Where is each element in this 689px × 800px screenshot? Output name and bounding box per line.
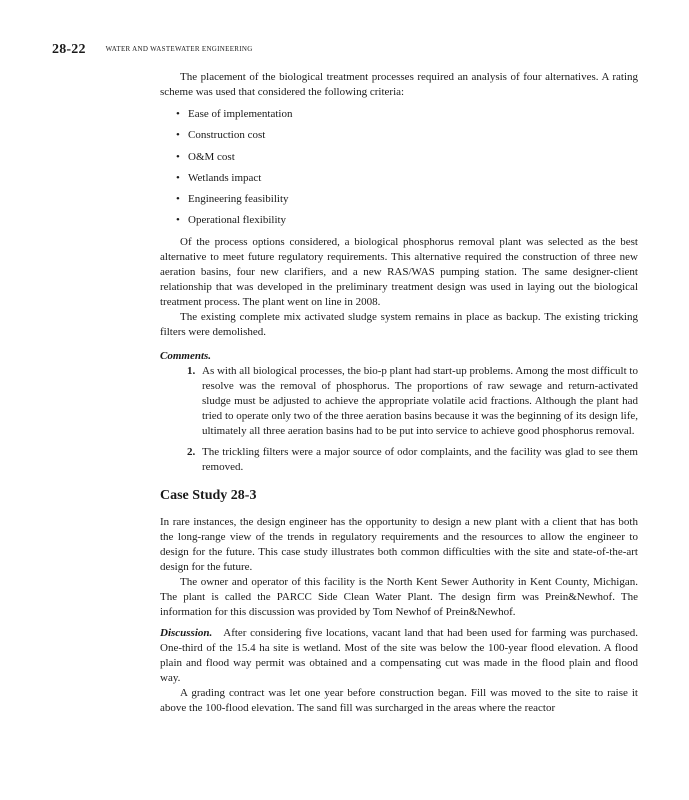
selection-paragraph: Of the process options considered, a biological phosphorus removal plant was selected as the best alternative to meet future regulatory requirements. This alternative required the construction of three new aeration basins, four new clarifiers, and a new RAS/WAS pumping station. The same designer-client relationship that was developed in the preliminary treatment design was used in laying out the biological treatment process. The plant went on line in 2008. bbox=[160, 235, 638, 308]
comment-item bbox=[160, 364, 638, 439]
comment-number: 1. bbox=[187, 364, 196, 377]
comment-number: 2. bbox=[187, 445, 196, 458]
page-header bbox=[52, 40, 253, 58]
bullet-icon: • bbox=[176, 193, 180, 206]
criteria-list bbox=[160, 107, 638, 235]
owner-paragraph: The owner and operator of this facility is the North Kent Sewer Authority in Kent County, Michigan. The plant is called the PARCC Side Clean Water Plant. The design firm was Prein&Newhof. The information for this discussion was provided by Tom Newhof of Prein&Newhof. bbox=[160, 575, 638, 618]
intro-paragraph: The placement of the biological treatment processes required an analysis of four alternatives. A rating scheme was used that considered the following criteria: bbox=[160, 71, 638, 98]
comment-item bbox=[160, 445, 638, 475]
bullet-icon: • bbox=[176, 171, 180, 184]
comments-heading: Comments. bbox=[160, 349, 212, 362]
comments-list bbox=[160, 364, 638, 475]
criteria-item: • Engineering feasibility bbox=[176, 193, 289, 206]
comment-text: The trickling filters were a major source of odor complaints, and the facility was glad to see them removed. bbox=[202, 445, 638, 473]
criteria-item: • Operational flexibility bbox=[176, 214, 287, 227]
body-text bbox=[160, 70, 638, 716]
criteria-item: • O&M cost bbox=[176, 150, 235, 163]
discussion-label: Discussion. bbox=[160, 626, 213, 639]
comment-text: As with all biological processes, the bio-p plant had start-up problems. Among the most difficult to resolve was the removal of phosphorus. The proportions of raw sewage and return-activated sludge must be adjusted to achieve the appropriate volatile acid fractions. Although the plant had tried to operate only two of the three aeration basins because it was the beginning of its design life, ultimately all three aeration basins had to be put into service to achieve good phosphorus removal. bbox=[202, 364, 638, 437]
bullet-icon: • bbox=[176, 214, 180, 227]
running-title: WATER AND WASTEWATER ENGINEERING bbox=[105, 45, 253, 53]
discussion-text: After considering five locations, vacant land that had been used for farming was purchased. One-third of the 15.4 ha site is wetland. Most of the site was below the 100-year flood elevation. A flood plain and flood way permit was obtained and a compensating cut was made in the flood plain and flood way. bbox=[160, 626, 638, 684]
grading-paragraph: A grading contract was let one year before construction began. Fill was moved to the site to raise it above the 100-flood elevation. The sand fill was surcharged in the areas where the reactor bbox=[160, 686, 638, 714]
case-study-title: Case Study 28-3 bbox=[160, 487, 257, 503]
existing-system-paragraph: The existing complete mix activated sludge system remains in place as backup. The existing tricking filters were demolished. bbox=[160, 310, 638, 338]
criteria-item: • Wetlands impact bbox=[176, 171, 262, 184]
criteria-item: • Construction cost bbox=[176, 129, 266, 142]
page-number: 28-22 bbox=[52, 42, 86, 57]
bullet-icon: • bbox=[176, 129, 180, 142]
bullet-icon: • bbox=[176, 150, 180, 163]
criteria-item: • Ease of implementation bbox=[176, 108, 293, 120]
discussion-paragraph bbox=[160, 626, 638, 686]
bullet-icon: • bbox=[176, 108, 180, 120]
case-study-intro-paragraph: In rare instances, the design engineer has the opportunity to design a new plant with a client that has both the long-range view of the trends in regulatory requirements and the resources to allow the engineer to design for the future. This case study illustrates both common difficulties with the site and state-of-the-art design for the future. bbox=[160, 515, 638, 573]
